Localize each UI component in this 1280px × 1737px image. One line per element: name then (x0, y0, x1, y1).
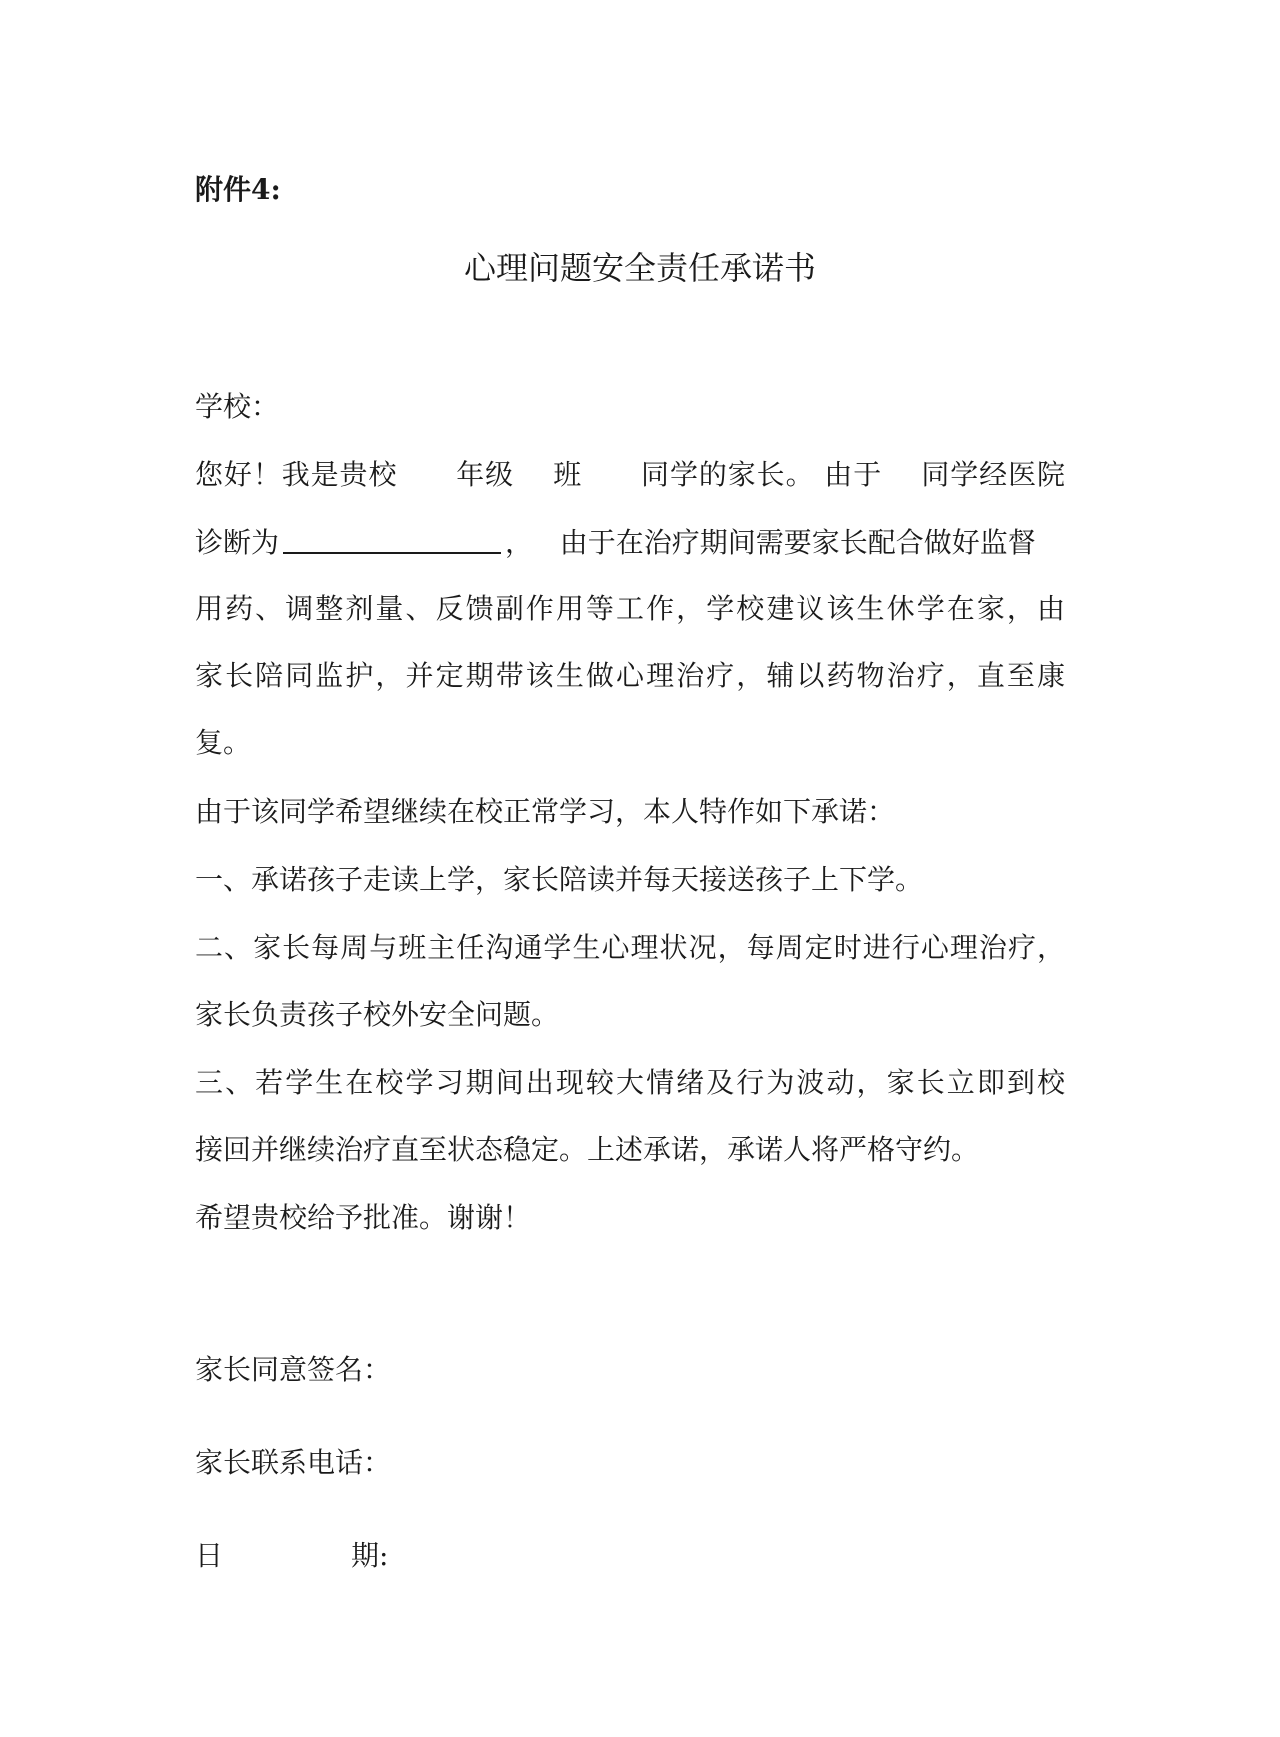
diagnosis-suffix: ， 由于在治疗期间需要家长配合做好监督 (505, 526, 1036, 559)
paragraph-1-line-3: 用药、调整剂量、反馈副作用等工作，学校建议该生休学在家，由 (195, 592, 1065, 625)
parent-signature-label: 家长同意签名： (195, 1353, 392, 1386)
commitment-item-3-line-1: 三、若学生在校学习期间出现较大情绪及行为波动，家长立即到校 (195, 1066, 1065, 1099)
paragraph-1-line-5: 复。 (195, 726, 252, 759)
diagnosis-blank-field[interactable] (283, 522, 501, 554)
date-label-char-2: 期: (351, 1539, 389, 1572)
paragraph-1-line-4: 家长陪同监护，并定期带该生做心理治疗，辅以药物治疗，直至康 (195, 659, 1065, 692)
diagnosis-prefix: 诊断为 (195, 526, 280, 559)
closing-sentence: 希望贵校给予批准。谢谢！ (195, 1201, 532, 1234)
commitment-item-2-line-2: 家长负责孩子校外安全问题。 (195, 998, 560, 1031)
commitment-item-3-line-2: 接回并继续治疗直至状态稳定。上述承诺，承诺人将严格守约。 (195, 1133, 980, 1166)
commitment-item-2-line-1: 二、家长每周与班主任沟通学生心理状况，每周定时进行心理治疗， (195, 931, 1065, 964)
document-title: 心理问题安全责任承诺书 (463, 249, 816, 287)
paragraph-1-line-1: 您好！我是贵校 年级 班 同学的家长。 由于 同学经医院 (195, 458, 1065, 491)
paragraph-2: 由于该同学希望继续在校正常学习，本人特作如下承诺： (195, 795, 896, 828)
salutation: 学校： (195, 390, 280, 423)
date-label-char-1: 日 (195, 1539, 224, 1572)
attachment-label: 附件4: (195, 173, 281, 206)
commitment-item-1: 一、承诺孩子走读上学，家长陪读并每天接送孩子上下学。 (195, 863, 924, 896)
paragraph-1-line-2 (195, 522, 1065, 563)
parent-phone-label: 家长联系电话： (195, 1446, 392, 1479)
